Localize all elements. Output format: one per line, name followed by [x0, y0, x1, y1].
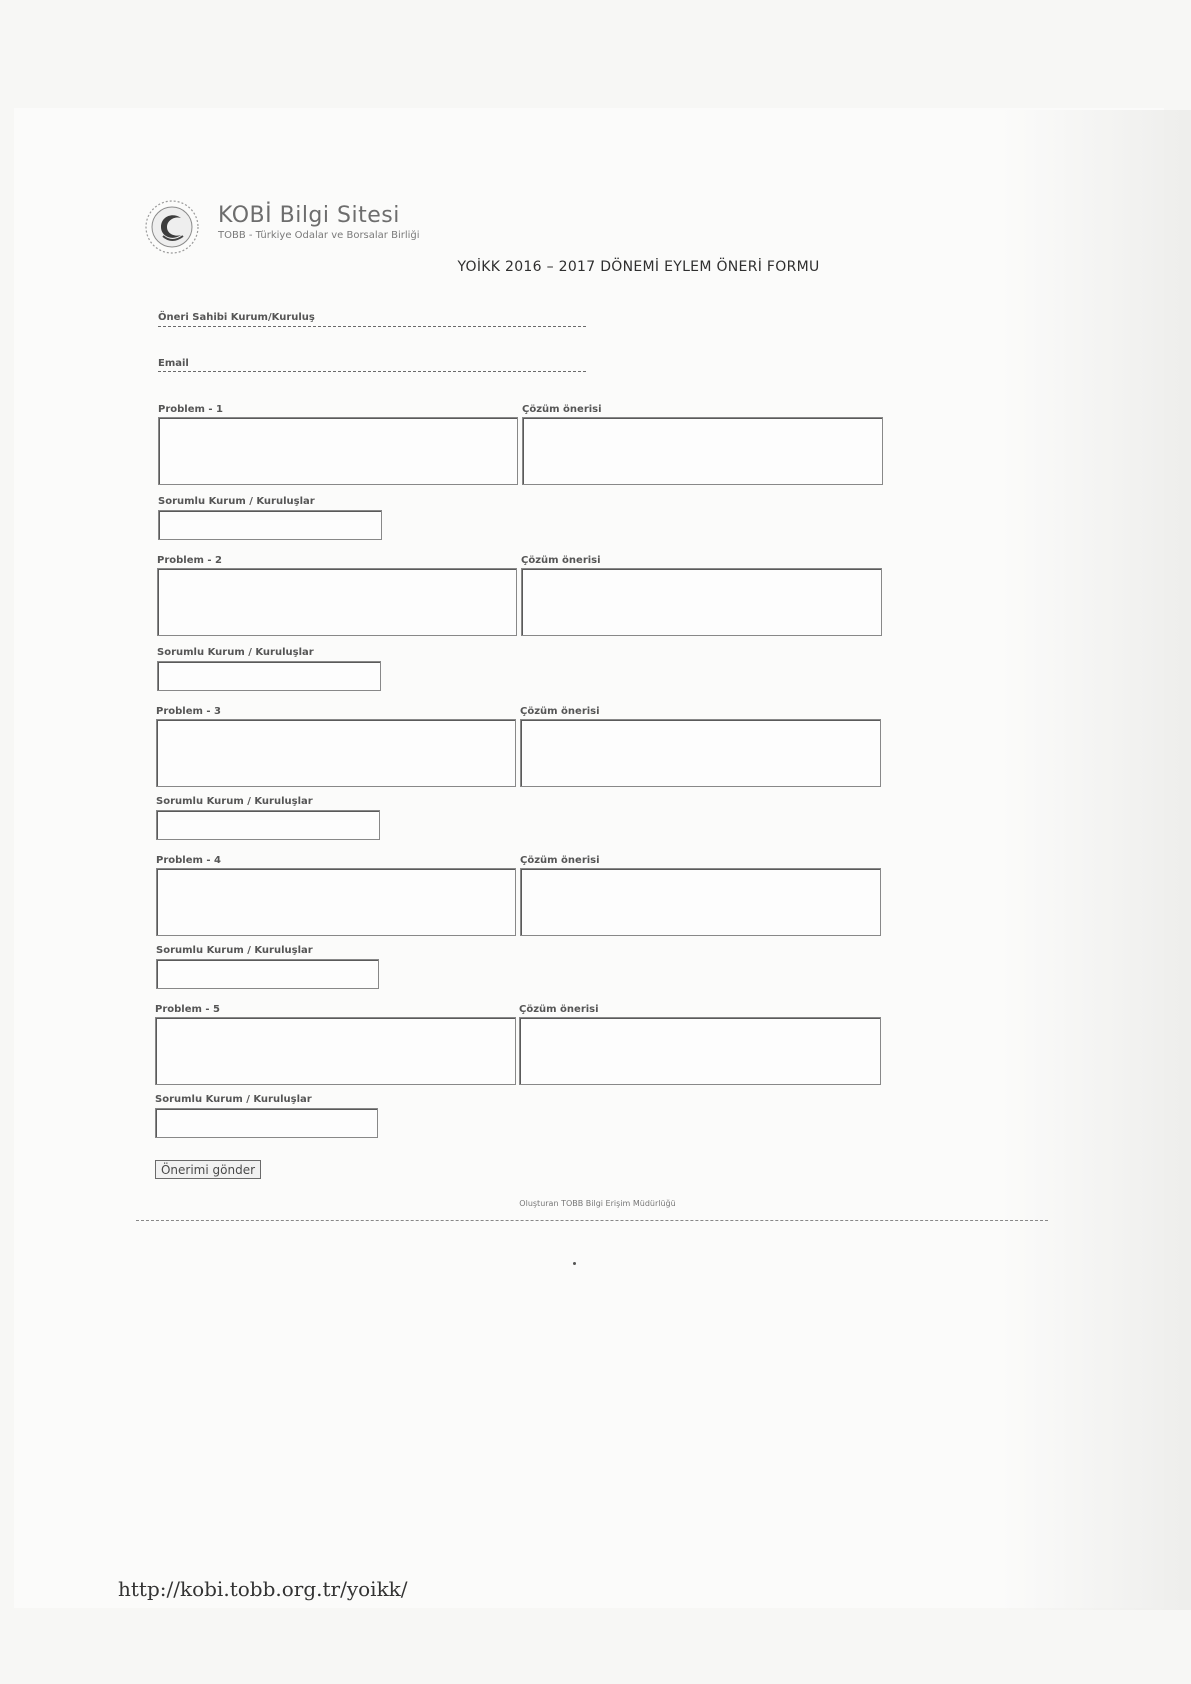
responsible-5-input[interactable]: [155, 1108, 378, 1138]
responsible-1-input[interactable]: [158, 510, 382, 540]
solution-2-textarea[interactable]: [521, 568, 882, 636]
solution-5-textarea[interactable]: [519, 1017, 881, 1085]
footer-divider: [136, 1220, 1048, 1221]
footer-credit: Oluşturan TOBB Bilgi Erişim Müdürlüğü: [519, 1199, 676, 1208]
responsible-3-input[interactable]: [156, 810, 380, 840]
solution-2-label: Çözüm önerisi: [521, 555, 601, 566]
responsible-3-label: Sorumlu Kurum / Kuruluşlar: [156, 796, 313, 807]
site-subtitle: TOBB - Türkiye Odalar ve Borsalar Birliği: [218, 230, 420, 241]
org-label: Öneri Sahibi Kurum/Kuruluş: [158, 312, 315, 323]
responsible-1-label: Sorumlu Kurum / Kuruluşlar: [158, 496, 315, 507]
problem-2-textarea[interactable]: [157, 568, 517, 636]
site-title: KOBİ Bilgi Sitesi: [218, 203, 400, 228]
responsible-4-label: Sorumlu Kurum / Kuruluşlar: [156, 945, 313, 956]
problem-4-label: Problem - 4: [156, 855, 221, 866]
submit-button[interactable]: Önerimi gönder: [155, 1160, 261, 1179]
problem-1-label: Problem - 1: [158, 404, 223, 415]
scan-speck: [573, 1262, 576, 1265]
problem-1-textarea[interactable]: [158, 417, 518, 485]
problem-5-textarea[interactable]: [155, 1017, 516, 1085]
scan-shadow: [1001, 110, 1191, 1610]
solution-3-label: Çözüm önerisi: [520, 706, 600, 717]
problem-5-label: Problem - 5: [155, 1004, 220, 1015]
solution-4-label: Çözüm önerisi: [520, 855, 600, 866]
problem-2-label: Problem - 2: [157, 555, 222, 566]
solution-3-textarea[interactable]: [520, 719, 881, 787]
solution-4-textarea[interactable]: [520, 868, 881, 936]
solution-1-textarea[interactable]: [522, 417, 883, 485]
org-field[interactable]: [158, 326, 586, 327]
problem-4-textarea[interactable]: [156, 868, 516, 936]
tobb-emblem-icon: [143, 198, 201, 256]
email-field[interactable]: [158, 371, 586, 372]
solution-5-label: Çözüm önerisi: [519, 1004, 599, 1015]
form-title: YOİKK 2016 – 2017 DÖNEMİ EYLEM ÖNERİ FORMU: [457, 259, 820, 275]
solution-1-label: Çözüm önerisi: [522, 404, 602, 415]
responsible-2-label: Sorumlu Kurum / Kuruluşlar: [157, 647, 314, 658]
responsible-2-input[interactable]: [157, 661, 381, 691]
email-label: Email: [158, 358, 189, 369]
responsible-5-label: Sorumlu Kurum / Kuruluşlar: [155, 1094, 312, 1105]
page-url: http://kobi.tobb.org.tr/yoikk/: [118, 1577, 408, 1601]
responsible-4-input[interactable]: [156, 959, 379, 989]
problem-3-label: Problem - 3: [156, 706, 221, 717]
problem-3-textarea[interactable]: [156, 719, 516, 787]
